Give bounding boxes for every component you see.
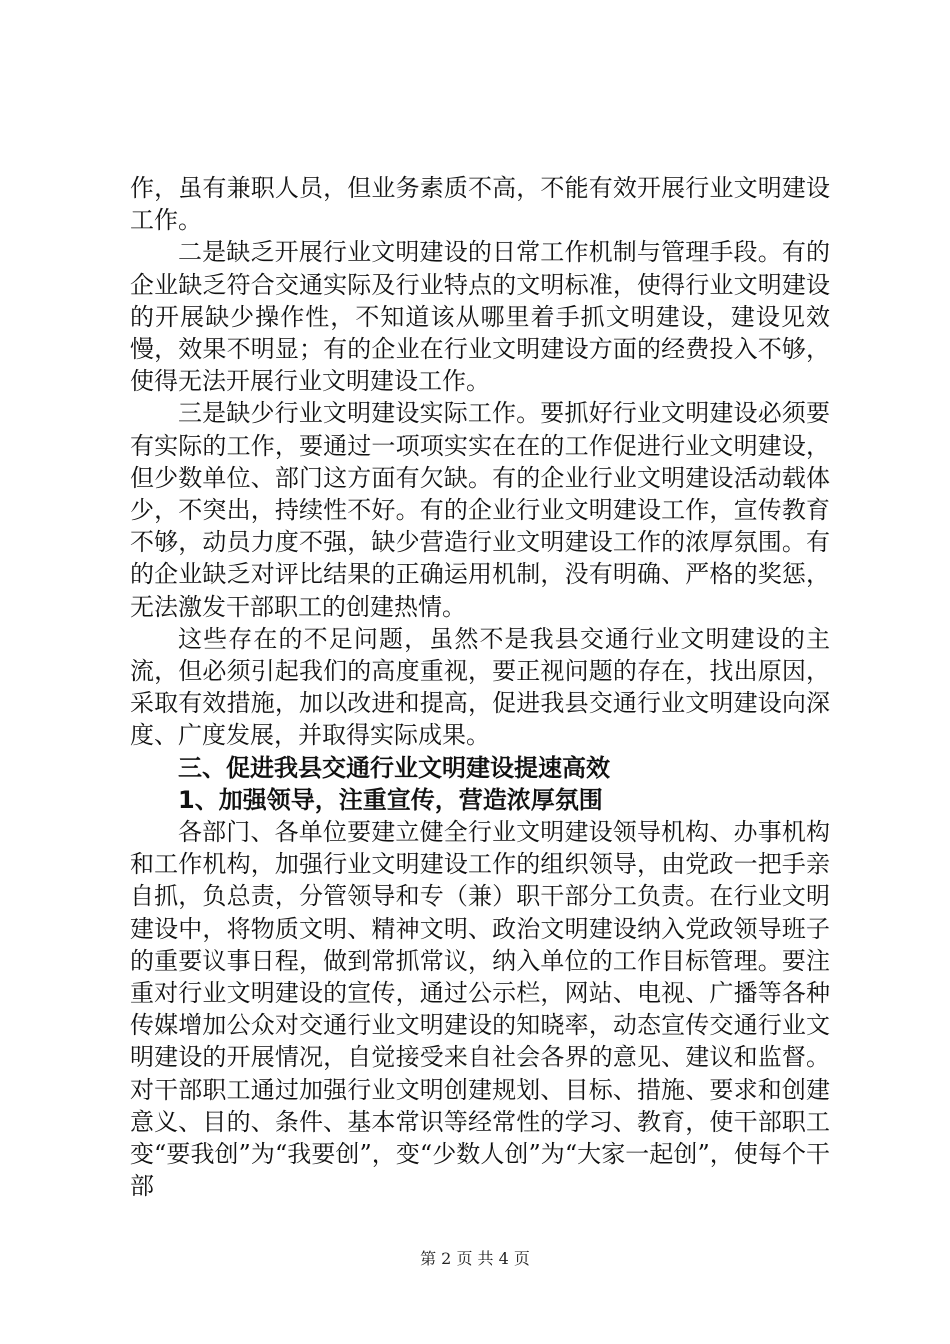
document-body (130, 172, 830, 1203)
paragraph-leadership: 各部门、各单位要建立健全行业文明建设领导机构、办事机构和工作机构，加强行业文明建设工作的组织领导，由党政一把手亲自抓，负总责，分管领导和专（兼）职干部分工负责。在行业文明建设中，将物质文明、精神文明、政治文明建设纳入党政领导班子的重要议事日程，做到常抓常议，纳入单位的工作目标管理。要注重对行业文明建设的宣传，通过公示栏，网站、电视、广播等各种传媒增加公众对交通行业文明建设的知晓率，动态宣传交通行业文明建设的开展情况，自觉接受来自社会各界的意见、建议和监督。对干部职工通过加强行业文明创建规划、目标、措施、要求和创建意义、目的、条件、基本常识等经常性的学习、教育，使干部职工变“要我创”为“我要创”，变“少数人创”为“大家一起创”，使每个干部 (130, 818, 830, 1201)
subsection-heading: 1、加强领导，注重宣传，营造浓厚氛围 (178, 785, 603, 814)
paragraph-continuation: 作，虽有兼职人员，但业务素质不高，不能有效开展行业文明建设工作。 (130, 174, 830, 235)
paragraph-point-two: 二是缺乏开展行业文明建设的日常工作机制与管理手段。有的企业缺乏符合交通实际及行业特点的文明标准，使得行业文明建设的开展缺少操作性，不知道该从哪里着手抓文明建设，建设见效慢，效果不明显；有的企业在行业文明建设方面的经费投入不够，使得无法开展行业文明建设工作。 (130, 238, 830, 396)
section-heading: 三、促进我县交通行业文明建设提速高效 (178, 753, 610, 782)
paragraph-summary: 这些存在的不足问题，虽然不是我县交通行业文明建设的主流，但必须引起我们的高度重视，要正视问题的存在，找出原因，采取有效措施，加以改进和提高，促进我县交通行业文明建设向深度、广度发展，并取得实际成果。 (130, 624, 830, 750)
paragraph-point-three: 三是缺少行业文明建设实际工作。要抓好行业文明建设必须要有实际的工作，要通过一项项实实在在的工作促进行业文明建设，但少数单位、部门这方面有欠缺。有的企业行业文明建设活动载体少，不突出，持续性不好。有的企业行业文明建设工作，宣传教育不够，动员力度不强，缺少营造行业文明建设工作的浓厚氛围。有的企业缺乏对评比结果的正确运用机制，没有明确、严格的奖惩，无法激发干部职工的创建热情。 (130, 399, 830, 621)
page-footer: 第 2 页 共 4 页 (420, 1249, 530, 1268)
